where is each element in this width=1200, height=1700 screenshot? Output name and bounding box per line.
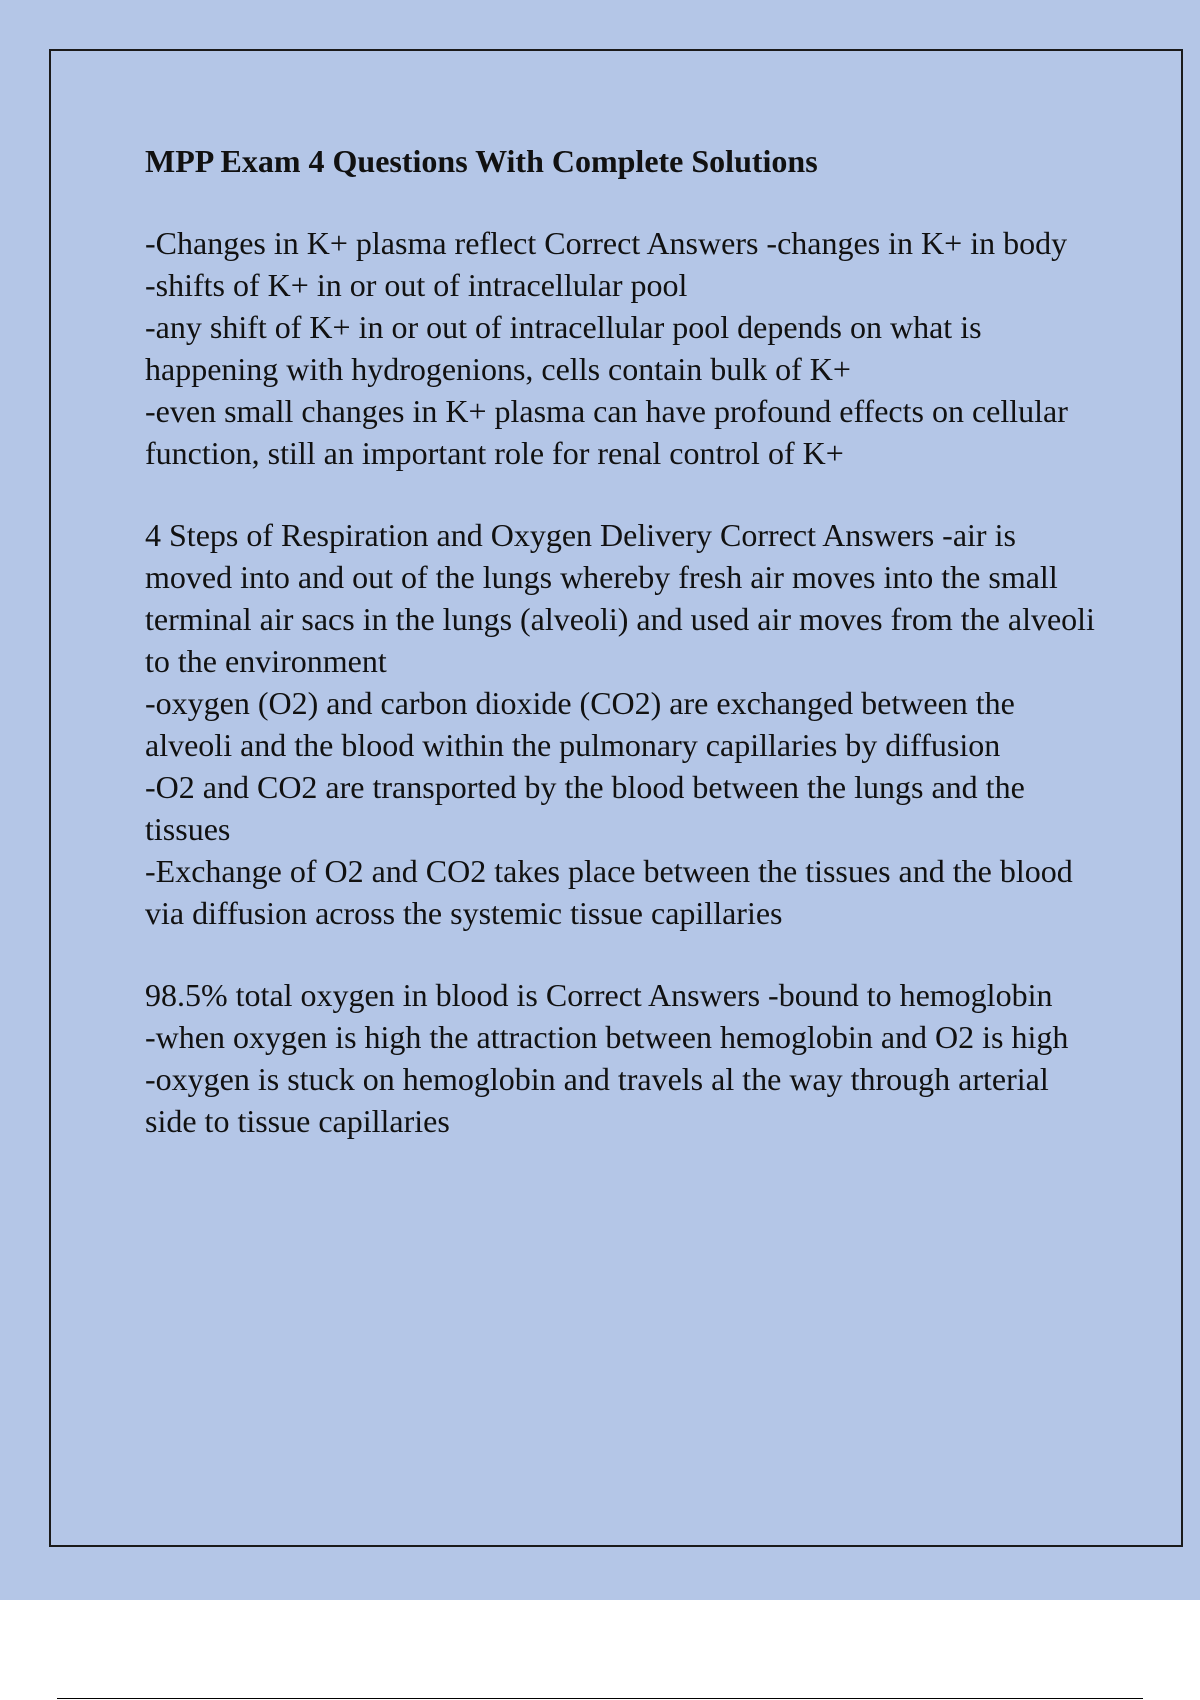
qa-line: -shifts of K+ in or out of intracellular pool xyxy=(145,267,688,303)
qa-line: -oxygen is stuck on hemoglobin and travels al the way through arterial side to tissue capillaries xyxy=(145,1061,1049,1139)
qa-line: 4 Steps of Respiration and Oxygen Delivery Correct Answers -air is moved into and out of the lungs whereby fresh air moves into the small terminal air sacs in the lungs (alveoli) and used air moves from the alveoli to the environment xyxy=(145,517,1095,679)
qa-line: 98.5% total oxygen in blood is Correct Answers -bound to hemoglobin xyxy=(145,977,1053,1013)
footer-rule xyxy=(57,1698,1143,1699)
qa-line: -even small changes in K+ plasma can have profound effects on cellular function, still an important role for renal control of K+ xyxy=(145,393,1068,471)
qa-line: -when oxygen is high the attraction between hemoglobin and O2 is high xyxy=(145,1019,1069,1055)
qa-block-potassium xyxy=(145,222,1095,474)
qa-line: -O2 and CO2 are transported by the blood between the lungs and the tissues xyxy=(145,769,1025,847)
qa-line: -oxygen (O2) and carbon dioxide (CO2) are exchanged between the alveoli and the blood within the pulmonary capillaries by diffusion xyxy=(145,685,1015,763)
qa-line: -any shift of K+ in or out of intracellular pool depends on what is happening with hydrogenions, cells contain bulk of K+ xyxy=(145,309,982,387)
qa-block-oxygen xyxy=(145,974,1095,1142)
document-title: MPP Exam 4 Questions With Complete Solutions xyxy=(145,143,818,179)
document-body xyxy=(145,140,1095,1182)
qa-line: -Changes in K+ plasma reflect Correct Answers -changes in K+ in body xyxy=(145,225,1068,261)
qa-block-respiration xyxy=(145,514,1095,934)
qa-line: -Exchange of O2 and CO2 takes place between the tissues and the blood via diffusion across the systemic tissue capillaries xyxy=(145,853,1073,931)
